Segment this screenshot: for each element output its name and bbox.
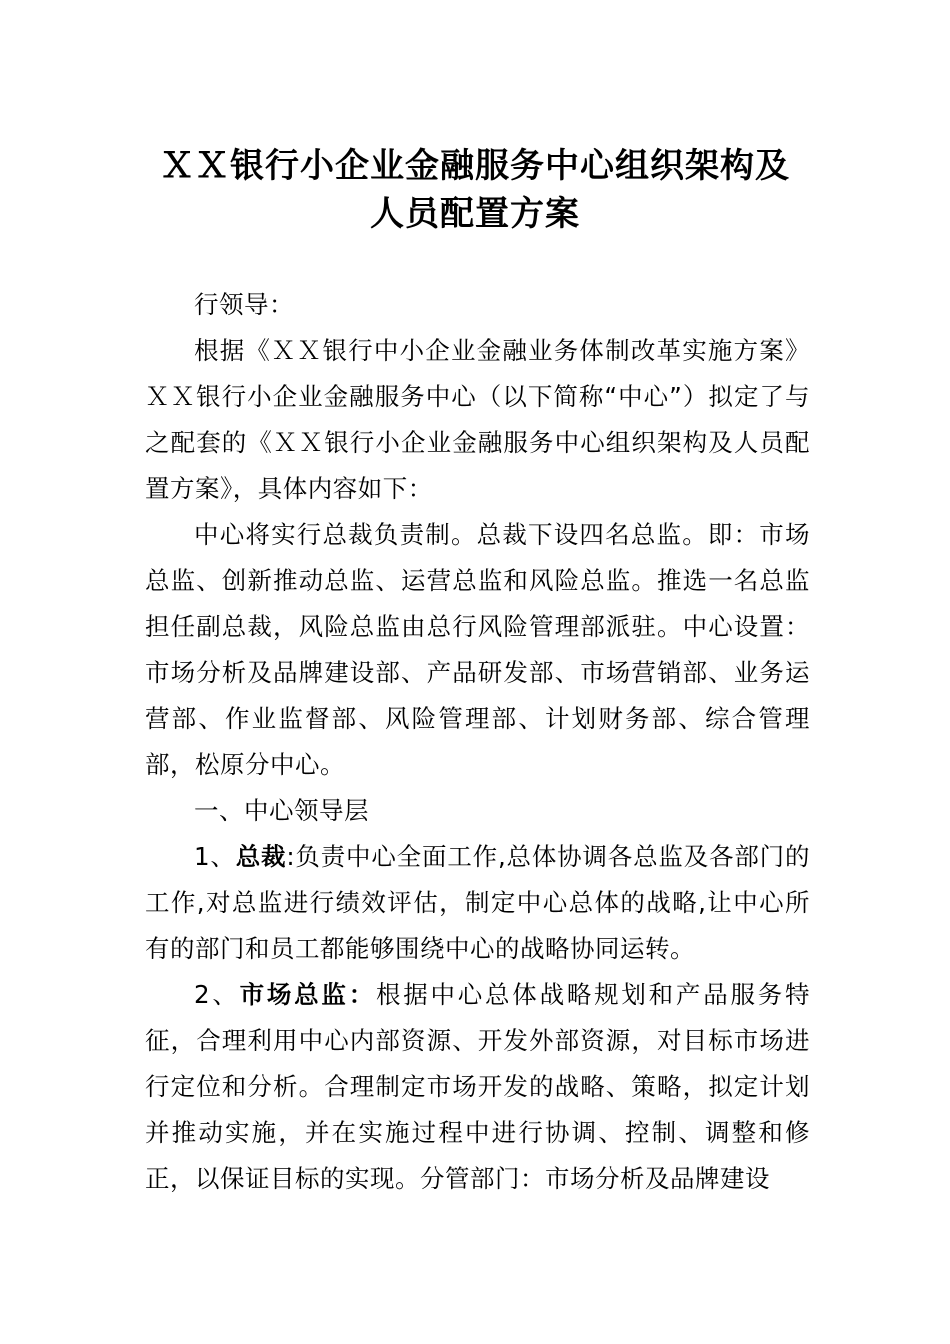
list-item-market-director: [145, 972, 810, 1202]
paragraph-intro: 根据《ＸＸ银行中小企业金融业务体制改革实施方案》ＸＸ银行小企业金融服务中心（以下简称“中心”）拟定了与之配套的《ＸＸ银行小企业金融服务中心组织架构及人员配置方案》，具体内容如下：: [145, 336, 810, 503]
item-label: 总裁: [235, 842, 287, 871]
paragraph-structure: 中心将实行总裁负责制。总裁下设四名总监。即：市场总监、创新推动总监、运营总监和风险总监。推选一名总监担任副总裁，风险总监由总行风险管理部派驻。中心设置：市场分析及品牌建设部、产品研发部、市场营销部、业务运营部、作业监督部、风险管理部、计划财务部、综合管理部，松原分中心。: [145, 520, 810, 779]
item-label: 市场总监：: [239, 980, 376, 1009]
section-heading-leadership: 一、中心领导层: [194, 796, 369, 825]
item-number: 1、: [194, 842, 236, 871]
salutation: 行领导：: [194, 290, 294, 319]
document-title-line-2: 人员配置方案: [370, 194, 580, 234]
item-text: 根据中心总体战略规划和产品服务特征，合理利用中心内部资源、开发外部资源，对目标市场进行定位和分析。合理制定市场开发的战略、策略，拟定计划并推动实施，并在实施过程中进行协调、控制、调整和修正，以保证目标的实现。分管部门：市场分析及品牌建设: [145, 980, 810, 1193]
item-number: 2、: [194, 980, 240, 1009]
item-text: :负责中心全面工作,总体协调各总监及各部门的工作,对总监进行绩效评估，制定中心总体的战略,让中心所有的部门和员工都能够围绕中心的战略协同运转。: [145, 842, 811, 963]
list-item-president: [145, 834, 810, 972]
document-title-line-1: ＸＸ银行小企业金融服务中心组织架构及: [160, 146, 790, 186]
